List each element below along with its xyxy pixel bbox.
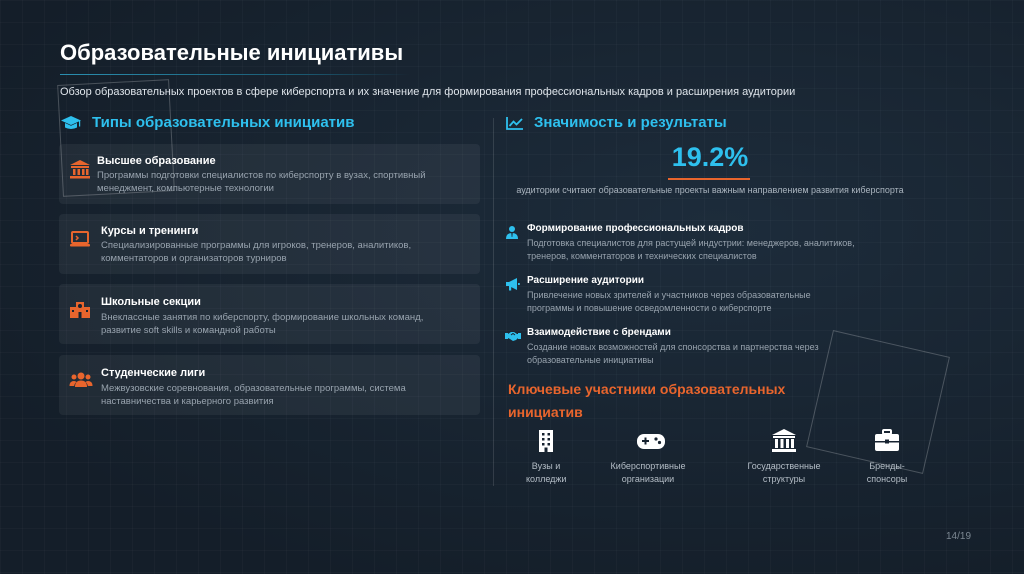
participant-universities xyxy=(491,428,601,486)
stat-underline xyxy=(668,178,750,180)
university-icon xyxy=(69,158,91,180)
card-title: Школьные секции xyxy=(101,296,201,308)
line-chart-icon xyxy=(506,116,524,130)
card-title: Студенческие лиги xyxy=(101,367,206,379)
page-subtitle: Обзор образовательных проектов в сфере киберспорта и их значение для формирования профессиональных кадров и расширения аудитории xyxy=(60,86,796,98)
stat-value: 19.2% xyxy=(671,142,749,172)
result-item-title: Взаимодействие с брендами xyxy=(527,327,671,338)
card-student-leagues xyxy=(59,355,480,415)
card-title: Высшее образование xyxy=(97,155,216,167)
participant-brand-sponsors xyxy=(832,428,942,486)
card-school-sections xyxy=(59,284,480,344)
handshake-icon xyxy=(505,329,519,343)
card-title: Курсы и тренинги xyxy=(101,225,199,237)
title-underline xyxy=(60,74,410,75)
types-section-heading xyxy=(60,114,354,131)
stat-description: аудитории считают образовательные проекты важным направлением развития киберспорта xyxy=(516,185,904,195)
types-section-title: Типы образовательных инициатив xyxy=(92,114,355,131)
page-number: 14/19 xyxy=(946,531,972,542)
card-description: Межвузовские соревнования, образовательные программы, система наставничества и карьерного развития xyxy=(101,383,406,407)
participant-label: Вузы и колледжи xyxy=(526,461,567,484)
participant-label: Государственные структуры xyxy=(747,461,821,484)
gamepad-icon xyxy=(635,428,661,454)
card-description: Внеклассные занятия по киберспорту, формирование школьных команд, развитие soft skills и командной работы xyxy=(101,312,424,336)
laptop-icon xyxy=(69,228,91,250)
card-description: Программы подготовки специалистов по киберспорту в вузах, спортивный менеджмент, компьютерные технологии xyxy=(97,170,426,194)
participant-label: Бренды-спонсоры xyxy=(866,461,908,484)
briefcase-icon xyxy=(874,428,900,454)
significance-section-title: Значимость и результаты xyxy=(534,114,727,131)
card-description: Специализированные программы для игроков, тренеров, аналитиков, комментаторов и организаторов турниров xyxy=(101,240,412,264)
result-item-description: Создание новых возможностей для спонсорства и партнерства через образовательные инициативы xyxy=(527,342,819,365)
megaphone-icon xyxy=(505,277,519,291)
result-item-description: Подготовка специалистов для растущей индустрии: менеджеров, аналитиков, тренеров, комментаторов и технических специалистов xyxy=(527,238,855,261)
result-item-title: Формирование профессиональных кадров xyxy=(527,223,744,234)
result-item-title: Расширение аудитории xyxy=(527,275,644,286)
key-participants-title: Ключевые участники образовательных инициатив xyxy=(508,381,786,420)
school-icon xyxy=(69,298,91,320)
significance-section-heading xyxy=(506,114,727,131)
page-title: Образовательные инициативы xyxy=(60,40,404,65)
users-icon xyxy=(69,369,91,391)
card-higher-education xyxy=(59,144,480,204)
building-icon xyxy=(533,428,559,454)
participant-esports-orgs xyxy=(593,428,703,486)
card-courses xyxy=(59,214,480,274)
user-tie-icon xyxy=(505,225,519,239)
participant-label: Киберспортивные организации xyxy=(610,461,686,484)
graduation-cap-icon xyxy=(60,115,82,131)
participant-government xyxy=(729,428,839,486)
landmark-icon xyxy=(771,428,797,454)
result-item-description: Привлечение новых зрителей и участников через образовательные программы и повышение осведомленности о киберспорте xyxy=(527,290,811,313)
